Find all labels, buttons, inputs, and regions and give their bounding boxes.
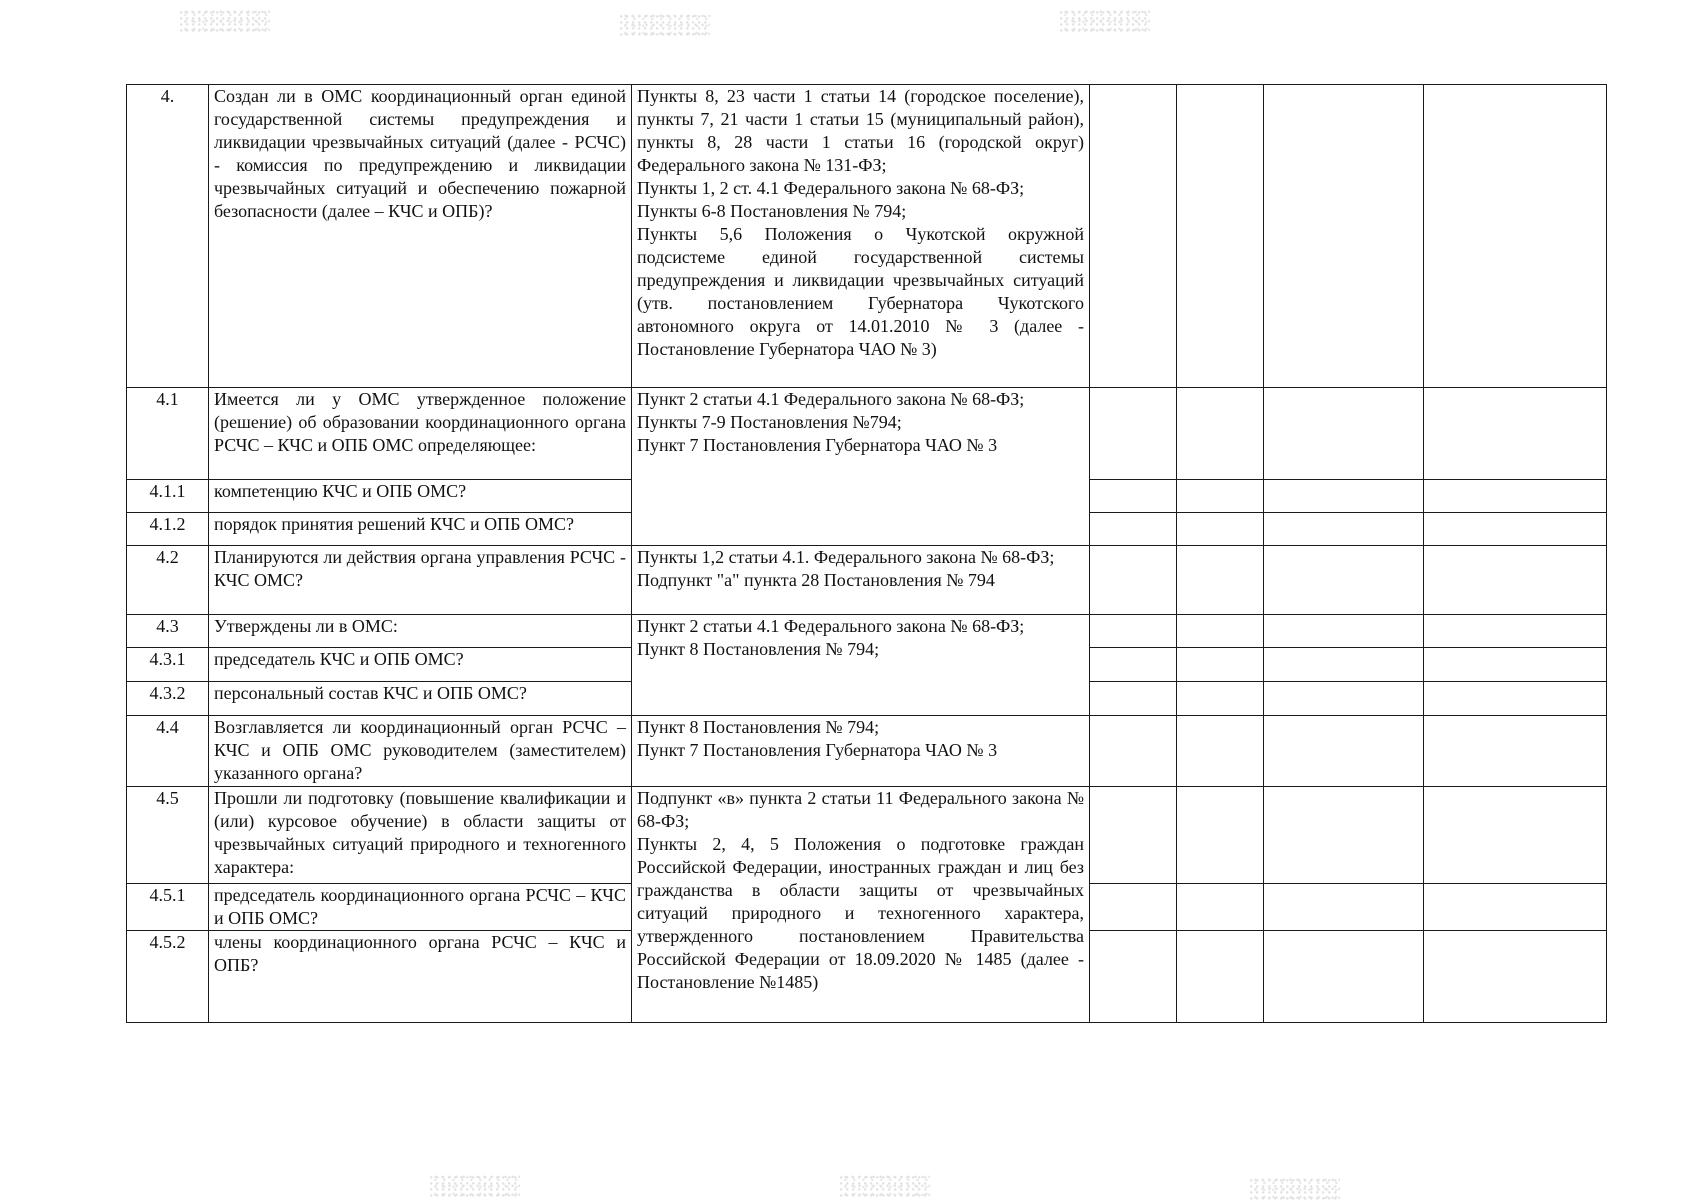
scan-noise [620, 14, 710, 36]
notes-cell [1424, 85, 1607, 388]
notes-cell [1424, 546, 1607, 615]
answer-cell [1264, 388, 1424, 480]
legal-basis-line: Пункты 5,6 Положения о Чукотской окружной подсистеме единой государственной системы предупреждения и ликвидации чрезвычайных ситуаций (утв. постановлением Губернатора Чукотского автономного округа от 14.01.2010 № 3 (далее - Постановление Губернатора ЧАО № 3) [637, 224, 1084, 359]
row-number: 4.5.2 [127, 931, 209, 1023]
answer-cell [1264, 787, 1424, 884]
answer-cell [1090, 931, 1177, 1023]
row-number: 4.3.2 [127, 682, 209, 716]
notes-cell [1424, 388, 1607, 480]
answer-cell [1090, 85, 1177, 388]
notes-cell [1424, 648, 1607, 682]
question-text: председатель координационного органа РСЧС – КЧС и ОПБ ОМС? [209, 884, 632, 931]
question-text: Имеется ли у ОМС утвержденное положение (решение) об образовании координационного органа РСЧС – КЧС и ОПБ ОМС определяющее: [209, 388, 632, 480]
answer-cell [1264, 682, 1424, 716]
checklist-table [126, 84, 1607, 1023]
row-number: 4.5.1 [127, 884, 209, 931]
notes-cell [1424, 931, 1607, 1023]
answer-cell [1177, 546, 1264, 615]
scan-noise [430, 1175, 520, 1197]
legal-basis-line: Пункт 7 Постановления Губернатора ЧАО № 3 [637, 435, 998, 455]
row-number: 4.1.2 [127, 513, 209, 546]
notes-cell [1424, 716, 1607, 787]
table-row [127, 615, 1607, 648]
notes-cell [1424, 682, 1607, 716]
answer-cell [1090, 787, 1177, 884]
answer-cell [1090, 546, 1177, 615]
answer-cell [1090, 716, 1177, 787]
legal-basis-line: Пункт 2 статьи 4.1 Федерального закона № 68-ФЗ; [637, 389, 1025, 409]
scan-noise [1060, 10, 1150, 32]
answer-cell [1177, 787, 1264, 884]
question-text: Планируются ли действия органа управления РСЧС - КЧС ОМС? [209, 546, 632, 615]
answer-cell [1177, 85, 1264, 388]
answer-cell [1177, 931, 1264, 1023]
answer-cell [1264, 85, 1424, 388]
answer-cell [1177, 480, 1264, 513]
question-text: Утверждены ли в ОМС: [209, 615, 632, 648]
row-number: 4.3 [127, 615, 209, 648]
row-number: 4.4 [127, 716, 209, 787]
legal-basis [632, 85, 1090, 388]
legal-basis-line: Пункты 2, 4, 5 Положения о подготовке граждан Российской Федерации, иностранных граждан и лиц без гражданства в области защиты от чрезвычайных ситуаций природного и техногенного характера, утвержденного постановлением Правительства Российской Федерации от 18.09.2020 № 1485 (далее - Постановление №1485) [637, 834, 1084, 992]
row-number: 4.1 [127, 388, 209, 480]
legal-basis [632, 787, 1090, 1023]
legal-basis-line: Подпункт «в» пункта 2 статьи 11 Федерального закона № 68-ФЗ; [637, 788, 1084, 831]
answer-cell [1264, 648, 1424, 682]
legal-basis-line: Подпункт "а" пункта 28 Постановления № 794 [637, 570, 995, 590]
notes-cell [1424, 787, 1607, 884]
legal-basis [632, 546, 1090, 615]
row-number: 4.1.1 [127, 480, 209, 513]
notes-cell [1424, 480, 1607, 513]
answer-cell [1090, 648, 1177, 682]
legal-basis [632, 716, 1090, 787]
legal-basis [632, 615, 1090, 716]
answer-cell [1090, 388, 1177, 480]
answer-cell [1177, 716, 1264, 787]
answer-cell [1177, 648, 1264, 682]
question-text: члены координационного органа РСЧС – КЧС и ОПБ? [209, 931, 632, 1023]
question-text: Прошли ли подготовку (повышение квалификации и (или) курсовое обучение) в области защиты от чрезвычайных ситуаций природного и техногенного характера: [209, 787, 632, 884]
legal-basis-line: Пункты 7-9 Постановления №794; [637, 412, 902, 432]
answer-cell [1264, 931, 1424, 1023]
answer-cell [1264, 480, 1424, 513]
question-text: Создан ли в ОМС координационный орган единой государственной системы предупреждения и ликвидации чрезвычайных ситуаций (далее - РСЧС) - комиссия по предупреждению и ликвидации чрезвычайных ситуаций и обеспечению пожарной безопасности (далее – КЧС и ОПБ)? [209, 85, 632, 388]
answer-cell [1090, 884, 1177, 931]
scan-noise [180, 10, 270, 32]
row-number: 4.5 [127, 787, 209, 884]
answer-cell [1264, 615, 1424, 648]
table-row [127, 85, 1607, 388]
notes-cell [1424, 513, 1607, 546]
legal-basis-line: Пункт 2 статьи 4.1 Федерального закона № 68-ФЗ; [637, 616, 1025, 636]
question-text: компетенцию КЧС и ОПБ ОМС? [209, 480, 632, 513]
question-text: персональный состав КЧС и ОПБ ОМС? [209, 682, 632, 716]
question-text: председатель КЧС и ОПБ ОМС? [209, 648, 632, 682]
question-text: Возглавляется ли координационный орган РСЧС – КЧС и ОПБ ОМС руководителем (заместителем) указанного органа? [209, 716, 632, 787]
answer-cell [1177, 388, 1264, 480]
answer-cell [1264, 716, 1424, 787]
legal-basis-line: Пункт 7 Постановления Губернатора ЧАО № 3 [637, 740, 998, 760]
answer-cell [1264, 546, 1424, 615]
row-number: 4. [127, 85, 209, 388]
table-row [127, 546, 1607, 615]
answer-cell [1177, 615, 1264, 648]
notes-cell [1424, 884, 1607, 931]
answer-cell [1090, 480, 1177, 513]
legal-basis [632, 388, 1090, 546]
answer-cell [1090, 513, 1177, 546]
legal-basis-line: Пункт 8 Постановления № 794; [637, 717, 880, 737]
notes-cell [1424, 615, 1607, 648]
answer-cell [1177, 884, 1264, 931]
row-number: 4.2 [127, 546, 209, 615]
legal-basis-line: Пункты 6-8 Постановления № 794; [637, 201, 907, 221]
table-row [127, 716, 1607, 787]
scan-noise [1250, 1178, 1340, 1200]
answer-cell [1177, 682, 1264, 716]
answer-cell [1264, 884, 1424, 931]
answer-cell [1090, 615, 1177, 648]
table-row [127, 787, 1607, 884]
answer-cell [1177, 513, 1264, 546]
table-row [127, 388, 1607, 480]
answer-cell [1264, 513, 1424, 546]
row-number: 4.3.1 [127, 648, 209, 682]
legal-basis-line: Пункты 1,2 статьи 4.1. Федерального закона № 68-ФЗ; [637, 547, 1055, 567]
question-text: порядок принятия решений КЧС и ОПБ ОМС? [209, 513, 632, 546]
scan-noise [840, 1175, 930, 1197]
legal-basis-line: Пункты 8, 23 части 1 статьи 14 (городское поселение), пункты 7, 21 части 1 статьи 15 (муниципальный район), пункты 8, 28 части 1 статьи 16 (городской округ) Федерального закона № 131-ФЗ; [637, 86, 1084, 175]
legal-basis-line: Пункты 1, 2 ст. 4.1 Федерального закона № 68-ФЗ; [637, 178, 1025, 198]
answer-cell [1090, 682, 1177, 716]
legal-basis-line: Пункт 8 Постановления № 794; [637, 639, 880, 659]
